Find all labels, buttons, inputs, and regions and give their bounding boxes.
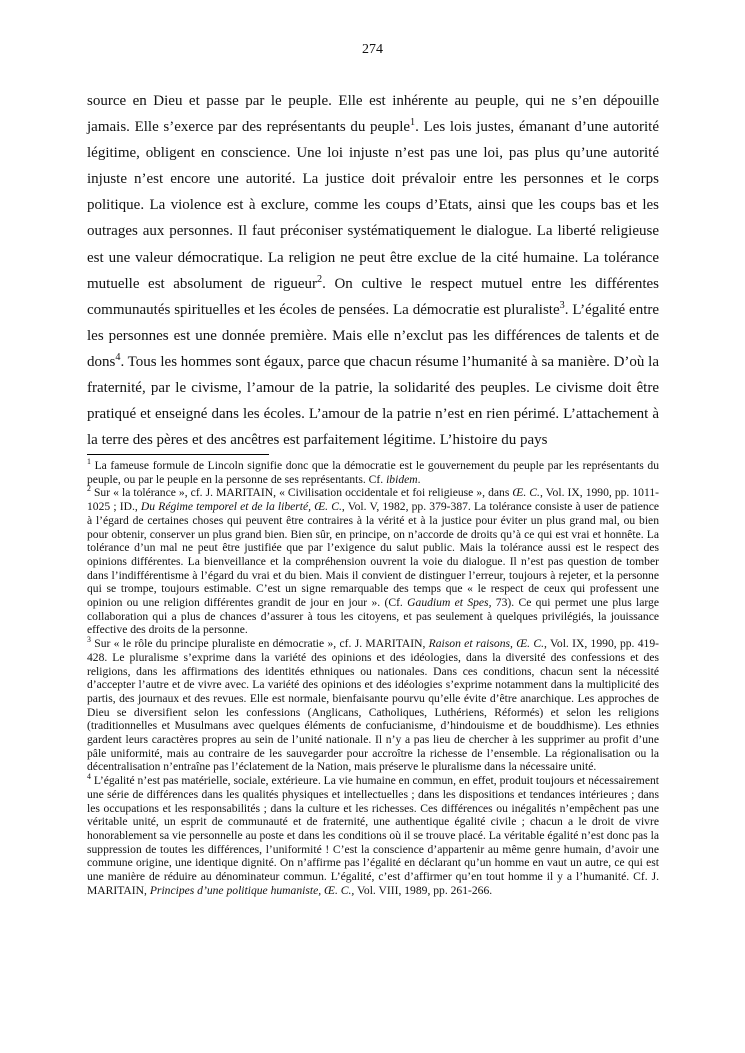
footnote-ref-2[interactable]: 2 <box>317 273 323 285</box>
footnote-ref-4[interactable]: 4 <box>115 351 121 363</box>
footnote-marker: 1 <box>87 457 91 467</box>
footnote-text: , Vol. IX, 1990, pp. 1011-1025 ; ID., <box>87 486 659 514</box>
footnote-text: Vol. VIII, 1989, pp. 261-266. <box>354 883 493 897</box>
footnote-italic: ibidem <box>386 472 418 486</box>
footnote-italic: Principes d’une politique humaniste, Œ. C., <box>149 883 355 897</box>
footnote-text: . <box>417 472 421 486</box>
footnote-italic: Œ. C. <box>512 486 540 500</box>
body-segment: . On cultive le respect mutuel entre les différentes communautés spirituelles et les écoles de pensées. La démocratie est pluraliste <box>87 275 660 318</box>
page-number: 274 <box>362 42 383 57</box>
body-segment: source en Dieu et passe par le peuple. Elle est inhérente au peuple, qui ne s’en dépouille jamais. Elle s’exerce par des représentants du peuple <box>87 93 659 136</box>
footnote-italic: Du Régime temporel et de la liberté, Œ. C. <box>140 500 342 514</box>
footnote-marker: 4 <box>87 772 91 782</box>
footnote-4 <box>87 774 659 897</box>
footnote-ref-1[interactable]: 1 <box>410 117 416 129</box>
footnote-3 <box>87 637 659 774</box>
footnote-1 <box>87 459 659 486</box>
body-text <box>87 88 659 453</box>
footnote-text: 73). Ce qui permet une plus large collaboration qui a plus de chances d’assurer à tous les citoyens, et pas seulement à quelques privilégiés, la jouissance effective des droits de la personne. <box>87 596 659 637</box>
footnote-2 <box>87 486 659 637</box>
body-segment: . Tous les hommes sont égaux, parce que chacun résume l’humanité à sa manière. D’où la fraternité, par le civisme, l’amour de la patrie, la solidarité des peuples. Le civisme doit être pratiqué et enseigné dans les écoles. L’amour de la patrie n’est en rien périmé. L’attachement à la terre des pères et des ancêtres est parfaitement légitime. L’histoire du pays <box>87 353 659 449</box>
body-segment: . L’égalité entre les personnes est une donnée première. Mais elle n’exclut pas les différences de talents et de dons <box>87 301 660 370</box>
footnote-separator <box>87 454 269 455</box>
footnote-ref-3[interactable]: 3 <box>559 299 565 311</box>
footnote-text: L’égalité n’est pas matérielle, sociale, extérieure. La vie humaine en commun, en effet, produit toujours et nécessairement une série de différences dans les qualités physiques et intellectuelles ; dans les dispositions et tendances intérieures ; dans les occupations et les responsabilités ; dans la culture et les richesses. Ces différences ou inégalités n’empêchent pas une véritable unité, un esprit de communauté et de fraternité, une authentique égalité civile ; chacun a le droit de vivre honorablement sa vie personnelle au poste et dans les conditions où il se trouve placé. La véritable égalité n’est donc pas la suppression de toutes les différences, l’uniformité ! C’est la conscience d’appartenir au même genre humain, d’avoir une commune origine, une identique dignité. On n’affirme pas l’égalité en déclarant qu’un homme en vaut un autre, ce qui est une manière de réduire au dénominateur commun. L’égalité, c’est d’affirmer qu’en tout homme il y a l’humanité. Cf. J. MARITAIN, <box>87 774 659 897</box>
footnote-text: Sur « le rôle du principe pluraliste en démocratie », cf. J. MARITAIN, <box>90 637 429 651</box>
body-segment: . Les lois justes, émanant d’une autorité légitime, obligent en conscience. Une loi injuste n’est pas une loi, pas plus qu’une autorité injuste n’est encore une autorité. La justice doit prévaloir entre les personnes et le corps politique. La violence est à exclure, comme les coups d’Etats, ainsi que les coups bas et les outrages aux personnes. Il faut préconiser systématiquement le dialogue. La liberté religieuse est une valeur démocratique. La religion ne peut être exclue de la cité humaine. La tolérance mutuelle est absolument de rigueur <box>87 119 659 292</box>
footnote-italic: Gaudium et Spes, <box>407 596 492 610</box>
footnotes <box>87 459 659 898</box>
footnote-marker: 3 <box>87 635 91 645</box>
footnote-italic: Raison et raisons, Œ. C. <box>428 637 545 651</box>
footnote-text: La fameuse formule de Lincoln signifie donc que la démocratie est le gouvernement du peuple par les représentants du peuple, ou par le peuple en la personne de ses représentants. Cf. <box>87 459 659 486</box>
footnote-text: , Vol. IX, 1990, pp. 419-428. Le pluralisme s’exprime dans la variété des opinions et des idéologies, dans la diversité des confessions et des religions, dans les affirmations des identités ethniques ou nationales. Dans ces conditions, chacun sent la nécessité d’accepter l’autre et de vivre avec. La variété des opinions et des idéologies s’exprime notamment dans la multiplicité des partis, des journaux et des revues. Elle est normale, bienfaisante pourvu qu’elle évite d’être anarchique. Les approches de Dieu se diversifient selon les confessions (Anglicans, Catholiques, Luthériens, Réformés) et selon les religions (traditionnelles et Musulmans avec quelques éléments de confucianisme, d’hindouisme et de bouddhisme). Les ethnies gardent leurs caractères propres au sein de l’unité nationale. Il n’y a pas lieu de chercher à les supprimer au profit d’une pâle uniformité, mais au contraire de les sauvegarder pour accroître la richesse de l’ensemble. La régionalisation ou la décentralisation n’entraîne pas l’éclatement de la Nation, mais préserve le pluralisme dans la nécessaire unité. <box>87 637 660 774</box>
footnote-marker: 2 <box>87 484 91 494</box>
footnote-text: Sur « la tolérance », cf. J. MARITAIN, « Civilisation occidentale et foi religieuse », dans <box>90 486 513 500</box>
footnote-text: , Vol. V, 1982, pp. 379-387. La tolérance consiste à user de patience à l’égard de certaines choses qui peuvent être contraires à la vérité et à la justice pour éviter un plus grand mal, ou bien pour obtenir, conserver un plus grand bien. Bien sûr, en principe, on n’accorde de droits qu’à ce qui est vrai et honnête. La tolérance d’un mal ne peut être justifiée que par l’exigence du salut public. Mais la tolérance aussi est le respect des opinions différentes. La bienveillance et la compréhension ouvrent la voie du dialogue. Il n’est pas question de tomber dans l’indifférentisme à l’égard du vrai et du bien. Mais il convient de distinguer l’erreur, toujours à rejeter, et la personne qui se trompe, toujours estimable. C’est un signe remarquable des temps que « le respect de ceux qui professent une opinion ou une religion différentes grandit de jour en jour ». (Cf. <box>87 500 659 610</box>
